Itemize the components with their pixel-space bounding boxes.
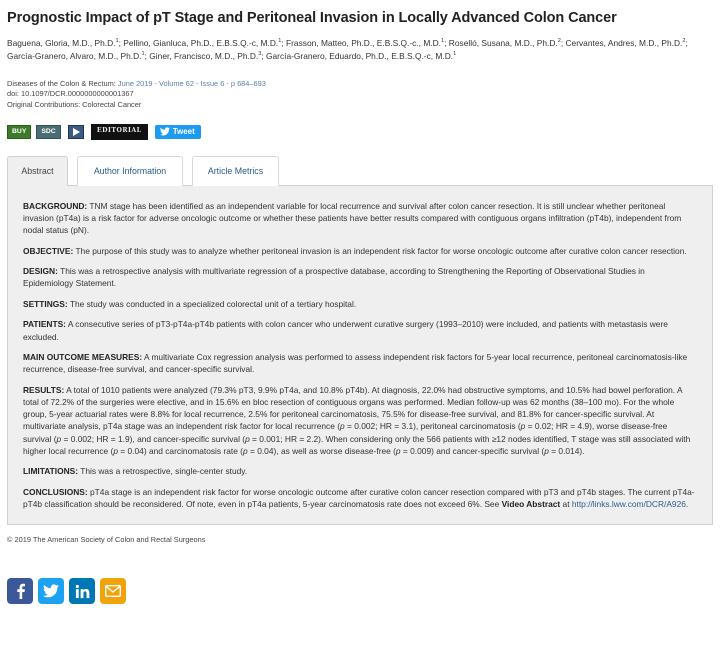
abstract-panel <box>7 185 713 525</box>
buy-button[interactable]: BUY <box>7 125 31 139</box>
email-icon <box>105 585 121 597</box>
abstract-background: BACKGROUND: TNM stage has been identified as an independent variable for local recurrence and survival after colon cancer resection. It is still unclear whether peritoneal invasion (pT4a) is a risk factor for adverse oncologic outcome or whether these patients have better results compared with contiguous organs infiltration (pT4b), independent from nodal status (pN). <box>23 200 682 236</box>
linkedin-share-button[interactable] <box>69 578 95 604</box>
affiliation-sup: 1 <box>115 38 119 45</box>
video-play-button[interactable] <box>68 125 84 139</box>
author-name[interactable]: Pellino, Gianluca, Ph.D., E.B.S.Q.-c, M.D. <box>123 37 279 48</box>
abstract-conclusions: CONCLUSIONS: pT4a stage is an independent risk factor for worse oncologic outcome after curative colon cancer resection compared with pT3 and pT4b stages. The current pT4a-pT4b classification should be reconsidered. Of note, even in pT4a patients, 5-year carcinomatosis rate does not exceed 6%. See Video Abstract at http://links.lww.com/DCR/A926. <box>23 486 695 509</box>
copyright: © 2019 The American Society of Colon and Rectal Surgeons <box>7 535 206 545</box>
abstract-design: DESIGN: This was a retrospective analysis with multivariate regression of a prospective database, according to Strengthening the Reporting of Observational Studies in Epidemiology Statement. <box>23 266 645 289</box>
affiliation-sup: 1 <box>453 51 457 58</box>
affiliation-sup: 1 <box>441 38 445 45</box>
author-name[interactable]: Giner, Francisco, M.D., Ph.D. <box>149 50 259 61</box>
facebook-share-button[interactable] <box>7 578 33 604</box>
affiliation-sup: 1 <box>141 51 145 58</box>
abstract-outcome-measures: MAIN OUTCOME MEASURES: A multivariate Cox regression analysis was performed to assess independent risk factors for 5-year local recurrence, peritoneal carcinomatosis-like recurrence, disease-free survival, and cancer-specific survival. <box>23 352 688 375</box>
abstract-objective: OBJECTIVE: The purpose of this study was to analyze whether peritoneal invasion is an independent risk factor for worse oncologic outcome after curative colon cancer resection. <box>23 245 687 256</box>
journal-name: Diseases of the Colon & Rectum: <box>7 78 116 88</box>
affiliation-sup: 2 <box>682 38 686 45</box>
abstract-patients: PATIENTS: A consecutive series of pT3-pT4a-pT4b patients with colon cancer who underwent curative surgery (1993–2010) were included, and patients with metastasis were excluded. <box>23 319 668 342</box>
author-name[interactable]: Cervantes, Andres, M.D., Ph.D. <box>565 37 683 48</box>
twitter-icon <box>43 584 59 598</box>
share-bar <box>7 578 713 604</box>
email-share-button[interactable] <box>100 578 126 604</box>
twitter-bird-icon <box>160 127 170 136</box>
editorial-button[interactable]: EDITORIAL <box>91 124 148 140</box>
author-name[interactable]: Frasson, Matteo, Ph.D., E.B.S.Q.-c., M.D. <box>286 37 442 48</box>
abstract-settings: SETTINGS: The study was conducted in a specialized colorectal unit of a tertiary hospital. <box>23 298 357 309</box>
abstract-results: RESULTS: A total of 1010 patients were analyzed (79.3% pT3, 9.9% pT4a, and 10.8% pT4b). At diagnosis, 22.0% had obstructive symptoms, and 10.5% had bowel perforation. A total of 72.2% of the surgeries were elective, and in 15.6% en bloc resection of contiguous organs was performed. Median follow-up was 62 months (38–100 mo). For the whole group, 5-year actuarial rates were 8.8% for local recurrence, 2.5% for peritoneal carcinomatosis, 75.5% for disease-free survival, and 81.8% for cancer-specific survival. At multivariate analysis, pT4a stage was an independent risk factor for local recurrence (p = 0.002; HR = 3.1), peritoneal carcinomatosis (p = 0.02; HR = 4.9), worse disease-free survival (p = 0.002; HR = 1.9), and cancer-specific survival (p = 0.001; HR = 2.2). When considering only the 566 patients with ≥12 nodes identified, T stage was still associated with higher local recurrence (p = 0.04) and carcinomatosis rate (p = 0.04), as well as worse disease-free (p = 0.009) and cancer-specific survival (p = 0.014). <box>23 384 691 456</box>
issue-link[interactable]: June 2019 - Volume 62 - Issue 6 - p 684–693 <box>117 78 266 88</box>
video-abstract-label: Video Abstract <box>501 498 561 509</box>
affiliation-sup: 2 <box>557 38 561 45</box>
twitter-share-button[interactable] <box>38 578 64 604</box>
play-icon <box>72 128 80 136</box>
author-name[interactable]: García-Granero, Eduardo, Ph.D., E.B.S.Q.-c, M.D. <box>265 50 454 61</box>
affiliation-sup: 1 <box>278 38 282 45</box>
sdc-button[interactable]: SDC <box>36 125 60 139</box>
article-actions <box>7 123 713 141</box>
tab-article-metrics[interactable]: Article Metrics <box>192 156 279 186</box>
author-name[interactable]: Roselló, Susana, M.D., Ph.D. <box>448 37 558 48</box>
video-abstract-link[interactable]: http://links.lww.com/DCR/A926 <box>571 498 686 509</box>
author-name[interactable]: García-Granero, Alvaro, M.D., Ph.D. <box>7 50 142 61</box>
tweet-button[interactable] <box>155 125 201 139</box>
doi: doi: 10.1097/DCR.0000000000001367 <box>7 89 134 99</box>
article-meta <box>7 79 713 110</box>
tab-abstract[interactable]: Abstract <box>7 156 68 186</box>
linkedin-icon <box>75 584 90 599</box>
author-list: Baguena, Gloria, M.D., Ph.D.$^1$; Pellino, Gianluca, Ph.D., E.B.S.Q.-c, M.D.$^1$; Frasson, Matteo, Ph.D., E.B.S.Q.-c., M.D.$^1$; Roselló, Susana, M.D., Ph.D.$^2$; Cervantes, Andres, M.D., Ph.D.$^2$; García-Granero, Alvaro, M.D., Ph.D.$^1$; Giner, Francisco, M.D., Ph.D.$^3$; García-Granero, Eduardo, Ph.D., E.B.S.Q.-c, M.D.$^1$ <box>7 37 688 61</box>
abstract-limitations: LIMITATIONS: This was a retrospective, single-center study. <box>23 466 248 477</box>
facebook-icon <box>13 583 27 599</box>
article-title: Prognostic Impact of pT Stage and Peritoneal Invasion in Locally Advanced Colon Cancer <box>7 10 617 26</box>
article-category: Original Contributions: Colorectal Cancer <box>7 99 142 109</box>
article-tabs <box>7 156 713 186</box>
author-name[interactable]: Baguena, Gloria, M.D., Ph.D. <box>7 37 116 48</box>
affiliation-sup: 3 <box>258 51 262 58</box>
tweet-label: Tweet <box>172 127 195 137</box>
tab-author-information[interactable]: Author Information <box>77 156 183 186</box>
